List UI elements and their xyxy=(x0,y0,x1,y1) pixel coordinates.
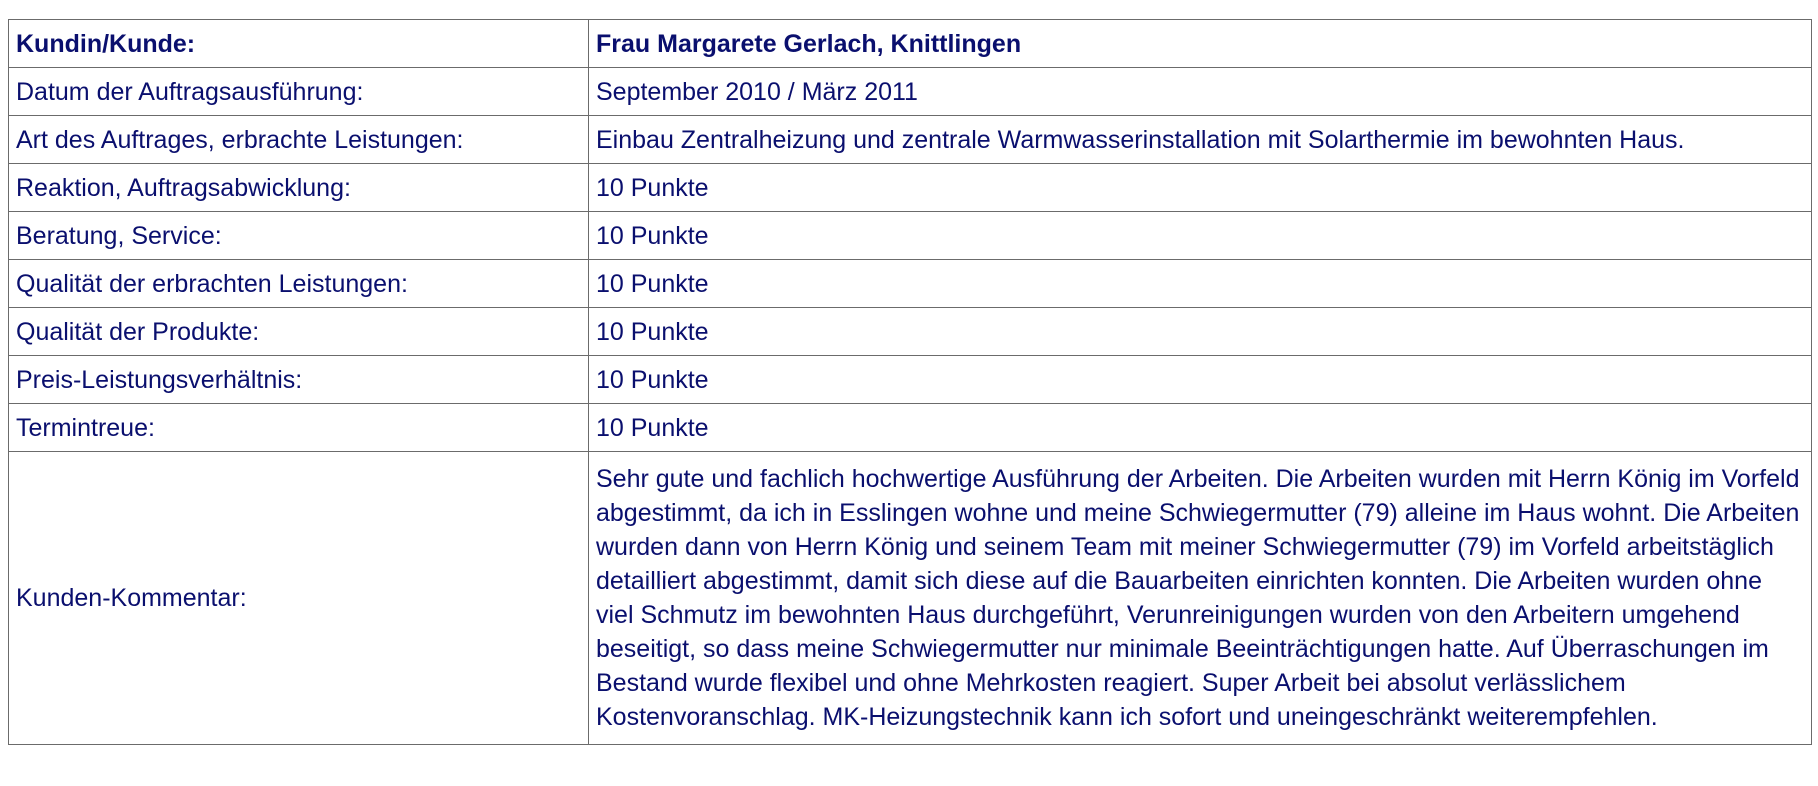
service-quality-label: Qualität der erbrachten Leistungen: xyxy=(9,260,589,308)
service-quality-value: 10 Punkte xyxy=(589,260,1812,308)
table-row-service-quality xyxy=(9,260,1812,308)
table-row-comment xyxy=(9,452,1812,745)
punctuality-value: 10 Punkte xyxy=(589,404,1812,452)
customer-value: Frau Margarete Gerlach, Knittlingen xyxy=(589,20,1812,68)
punctuality-label: Termintreue: xyxy=(9,404,589,452)
order-type-value: Einbau Zentralheizung und zentrale Warmwasserinstallation mit Solarthermie im bewohnten Haus. xyxy=(589,116,1812,164)
reaction-value: 10 Punkte xyxy=(589,164,1812,212)
reaction-label: Reaktion, Auftragsabwicklung: xyxy=(9,164,589,212)
price-performance-label: Preis-Leistungsverhältnis: xyxy=(9,356,589,404)
price-performance-value: 10 Punkte xyxy=(589,356,1812,404)
table-row-order-type xyxy=(9,116,1812,164)
customer-review-table xyxy=(8,19,1812,745)
date-value: September 2010 / März 2011 xyxy=(589,68,1812,116)
consulting-value: 10 Punkte xyxy=(589,212,1812,260)
table-row-price-performance xyxy=(9,356,1812,404)
table-row-consulting xyxy=(9,212,1812,260)
table-row-reaction xyxy=(9,164,1812,212)
comment-label: Kunden-Kommentar: xyxy=(9,452,589,745)
customer-label: Kundin/Kunde: xyxy=(9,20,589,68)
table-row-date xyxy=(9,68,1812,116)
comment-value: Sehr gute und fachlich hochwertige Ausführung der Arbeiten. Die Arbeiten wurden mit Herrn König im Vorfeld abgestimmt, da ich in Esslingen wohne und meine Schwiegermutter (79) alleine im Haus wohnt. Die Arbeiten wurden dann von Herrn König und seinem Team mit meiner Schwiegermutter (79) im Vorfeld arbeitstäglich detailliert abgestimmt, damit sich diese auf die Bauarbeiten einrichten konnten. Die Arbeiten wurden ohne viel Schmutz im bewohnten Haus durchgeführt, Verunreinigungen wurden von den Arbeitern umgehend beseitigt, so dass meine Schwiegermutter nur minimale Beeinträchtigungen hatte. Auf Überraschungen im Bestand wurde flexibel und ohne Mehrkosten reagiert. Super Arbeit bei absolut verlässlichem Kostenvoranschlag. MK-Heizungstechnik kann ich sofort und uneingeschränkt weiterempfehlen. xyxy=(589,452,1812,745)
consulting-label: Beratung, Service: xyxy=(9,212,589,260)
table-row-product-quality xyxy=(9,308,1812,356)
product-quality-label: Qualität der Produkte: xyxy=(9,308,589,356)
table-row-customer xyxy=(9,20,1812,68)
date-label: Datum der Auftragsausführung: xyxy=(9,68,589,116)
product-quality-value: 10 Punkte xyxy=(589,308,1812,356)
table-row-punctuality xyxy=(9,404,1812,452)
order-type-label: Art des Auftrages, erbrachte Leistungen: xyxy=(9,116,589,164)
